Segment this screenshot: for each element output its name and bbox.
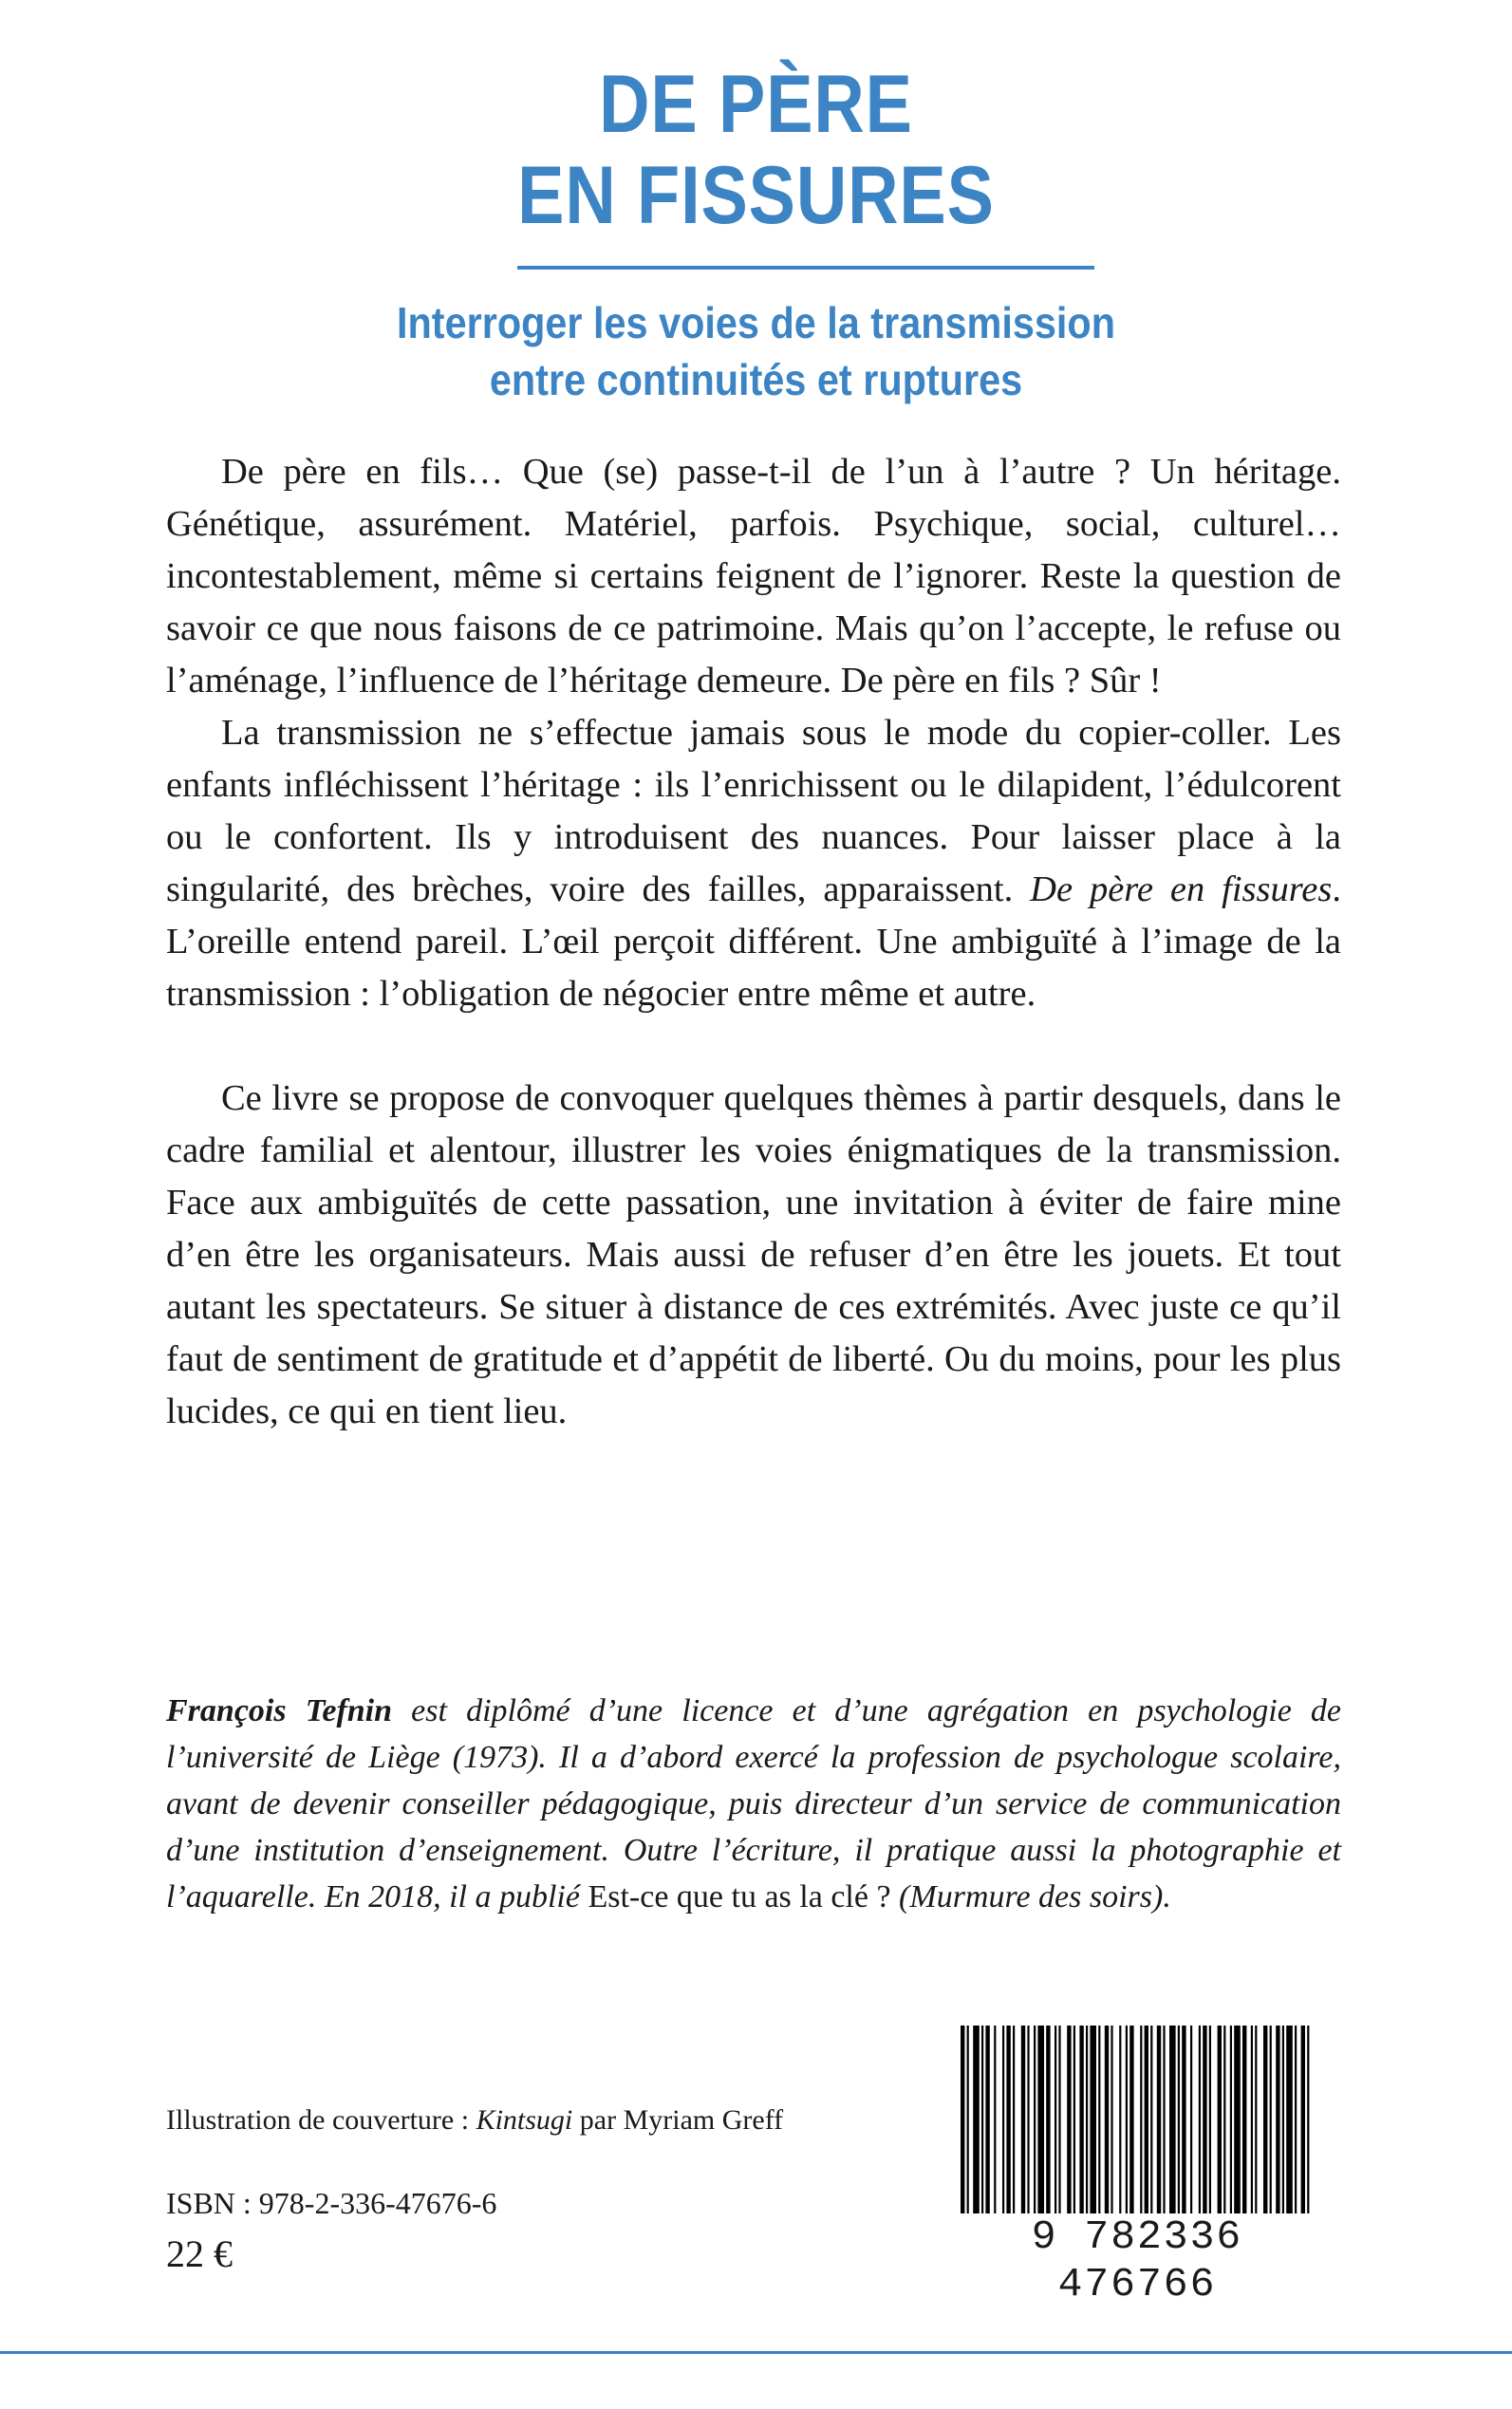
credit-work: Kintsugi (476, 2104, 573, 2136)
isbn: ISBN : 978-2-336-47676-6 (166, 2186, 497, 2220)
blurb (166, 446, 1341, 1438)
bio-book-title: Est-ce que tu as la clé ? (588, 1879, 891, 1914)
book-subtitle (76, 294, 1437, 408)
title-line-2: EN FISSURES (517, 150, 995, 241)
credit-prefix: Illustration de couverture : (166, 2104, 476, 2136)
author-bio (166, 1688, 1341, 1920)
blurb-paragraph-1: De père en fils… Que (se) passe-t-il de l’un à l’autre ? Un héritage. Génétique, assurément. Matériel, parfois. Psychique, social, culturel… incontestablement, même si certains feignent de l’ignorer. Reste la question de savoir ce que nous faisons de ce patrimoine. Mais qu’on l’accepte, le refuse ou l’aménage, l’influence de l’héritage demeure. De père en fils ? Sûr ! (166, 452, 1341, 700)
credit-suffix: par Myriam Greff (572, 2104, 784, 2136)
blurb-paragraph-2 (166, 707, 1341, 1020)
bio-text-b: (Murmure des soirs). (890, 1879, 1171, 1914)
subtitle-line-1: Interroger les voies de la transmission (396, 298, 1115, 347)
author-name: François Tefnin (166, 1693, 393, 1728)
blurb-p2-text-b: . L’oreille entend pareil. L’œil perçoit différent. Une ambiguïté à l’image de la transmission : l’obligation de négocier entre même et autre. (166, 869, 1341, 1014)
barcode-number: 9 782336 476766 (957, 2213, 1317, 2308)
blurb-p2-italic-title: De père en fissures (1030, 869, 1333, 909)
bio-text-a: est diplômé d’une licence et d’une agrégation en psychologie de l’université de Liège (1973). Il a d’abord exercé la profession de psychologue scolaire, avant de devenir conseiller pédagogique, puis directeur d’un service de communication d’une institution d’enseignement. Outre l’écriture, il pratique aussi la photographie et l’aquarelle. En 2018, il a publié (166, 1693, 1342, 1914)
blurb-p2-text-a: La transmission ne s’effectue jamais sous le mode du copier-coller. Les enfants infléchissent l’héritage : ils l’enrichissent ou le dilapident, l’édulcorent ou le confortent. Ils y introduisent des nuances. Pour laisser place à la singularité, des brèches, voire des failles, apparaissent. (166, 713, 1341, 909)
illustration-credit (166, 2101, 783, 2139)
title-divider (517, 266, 1094, 270)
title-line-1: DE PÈRE (599, 59, 913, 150)
book-title (106, 59, 1407, 241)
blurb-paragraph-3: Ce livre se propose de convoquer quelques thèmes à partir desquels, dans le cadre familial et alentour, illustrer les voies énigmatiques de la transmission. Face aux ambiguïtés de cette passation, une invitation à éviter de faire mine d’en être les organisateurs. Mais aussi de refuser d’en être les jouets. Et tout autant les spectateurs. Se situer à distance de ces extrémités. Avec juste ce qu’il faut de sentiment de gratitude et d’appétit de liberté. Ou du moins, pour les plus lucides, ce qui en tient lieu. (166, 1078, 1341, 1431)
bottom-divider (0, 2351, 1512, 2354)
price: 22 € (166, 2232, 233, 2275)
subtitle-line-2: entre continuités et ruptures (489, 355, 1023, 404)
